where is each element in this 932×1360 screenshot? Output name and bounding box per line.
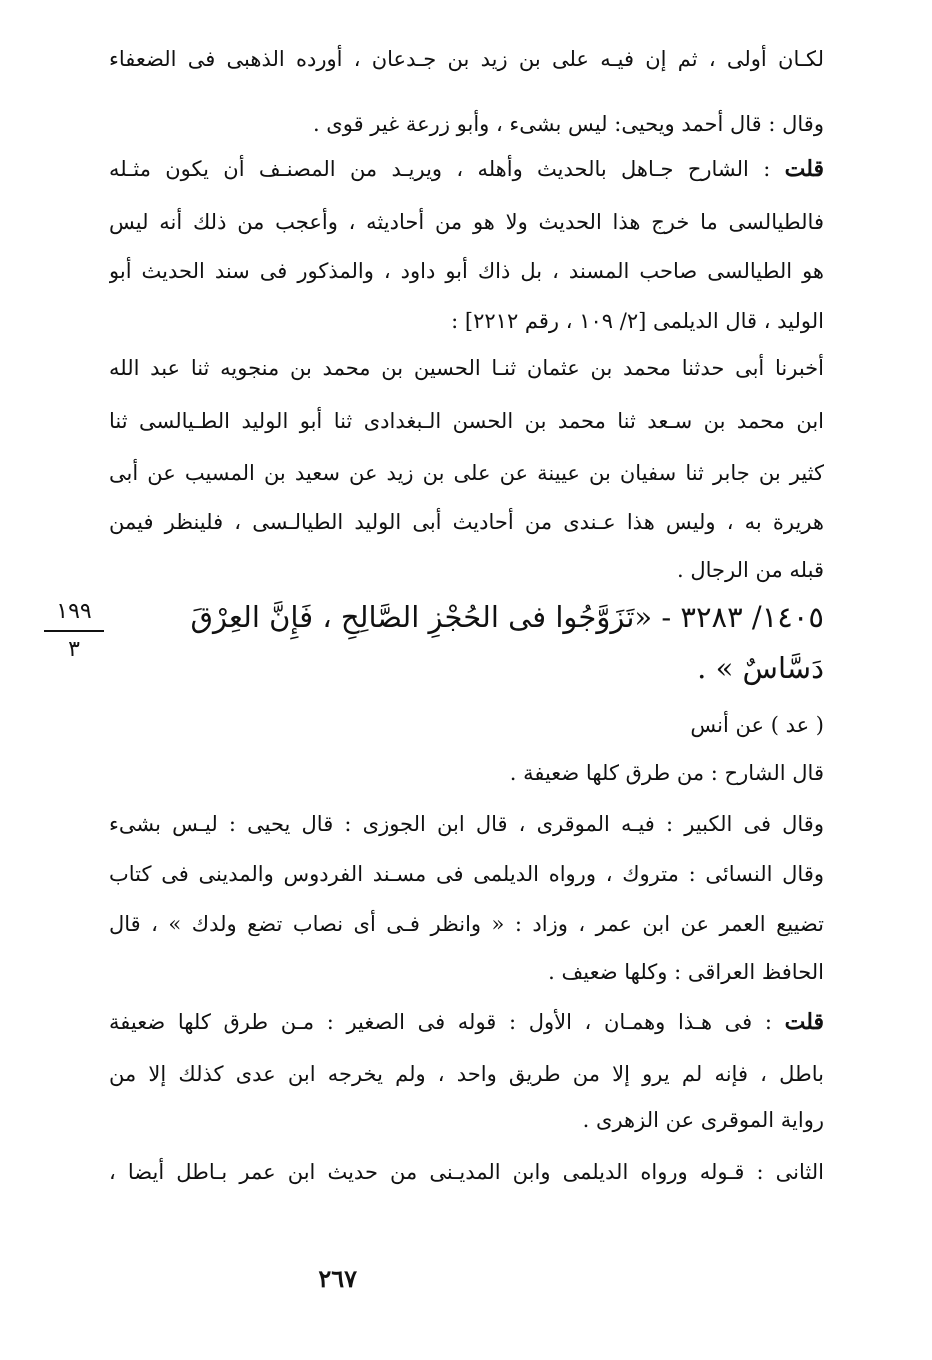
text-line: وقال النسائى : متروك ، ورواه الديلمى فى مسـند الفردوس والمدينى فى كتاب xyxy=(109,862,824,886)
text-line: ابن محمد بن سـعد ثنا محمد بن الحسن الـبغدادى ثنا أبو الوليد الطـيالسى ثنا xyxy=(109,409,824,433)
qultu-keyword: قلت xyxy=(784,156,824,182)
text-line: قال الشارح : من طرق كلها ضعيفة . xyxy=(509,761,824,785)
text-line: الوليد ، قال الديلمى [٢/ ١٠٩ ، رقم ٢٢١٢] : xyxy=(451,309,824,333)
text-line xyxy=(109,154,824,184)
page-number: ٢٦٧ xyxy=(318,1264,357,1293)
marginal-ref-rule xyxy=(44,630,104,632)
text-line: أخبرنا أبى حدثنا محمد بن عثمان ثنـا الحسين بن محمد بن منجويه ثنا عبد الله xyxy=(109,356,824,380)
text-line: تضييع العمر عن ابن عمر ، وزاد : « وانظر فـى أى نصاب تضع ولدك » ، قال xyxy=(109,912,824,936)
text-line: الحافظ العراقى : وكلها ضعيف . xyxy=(548,960,824,984)
text-line xyxy=(109,1007,824,1037)
text-line: وقال : قال أحمد ويحيى: ليس بشىء ، وأبو زرعة غير قوى . xyxy=(312,112,824,136)
qultu-keyword: قلت xyxy=(784,1009,824,1035)
text-line: لكـان أولى ، ثم إن فيـه على بن زيد بن جـدعان ، أورده الذهبى فى الضعفاء xyxy=(109,47,824,71)
text-line: هريرة به ، وليس هذا عـندى من أحاديث أبى الوليد الطيالـسى ، فلينظر فيمن xyxy=(109,510,824,534)
text-line: هو الطيالسى صاحب المسند ، بل ذاك أبو داود ، والمذكور فى سند الحديث أبو xyxy=(109,259,824,283)
hadith-text-line2: دَسَّاسٌ » . xyxy=(697,651,824,685)
marginal-ref-bottom: ٣ xyxy=(68,637,80,662)
text-line: باطل ، فإنه لم يرو إلا من طريق واحد ، ولم يخرجه ابن عدى كذلك إلا من xyxy=(109,1062,824,1086)
hadith-text-line1: ١٤٠٥/ ٣٢٨٣ - «تَزَوَّجُوا فى الحُجْزِ الصَّالِحِ ، فَإِنَّ العِرْقَ xyxy=(190,600,824,634)
text-line: كثير بن جابر ثنا سفيان بن عيينة عن على بن زيد عن سعيد بن المسيب عن أبى xyxy=(109,461,824,485)
text-line: قبله من الرجال . xyxy=(677,558,824,582)
text-line: وقال فى الكبير : فيـه الموقرى ، قال ابن الجوزى : قال يحيى : ليـس بشىء xyxy=(109,812,824,836)
text-line: فالطيالسى ما خرج هذا الحديث ولا هو من أحاديثه ، وأعجب من ذلك أنه ليس xyxy=(109,210,824,234)
hadith-source: ( عد ) عن أنس xyxy=(690,713,824,737)
marginal-ref-top: ١٩٩ xyxy=(56,599,92,624)
marginal-reference xyxy=(38,598,110,664)
text-line: رواية الموقرى عن الزهرى . xyxy=(582,1108,824,1132)
text-run: : فى هـذا وهمـان ، الأول : قوله فى الصغير : مـن طرق كلها ضعيفة xyxy=(109,1010,772,1034)
text-run: : الشارح جـاهل بالحديث وأهله ، ويريـد من المصنـف أن يكون مثـله xyxy=(109,157,771,181)
text-line: الثانى : قـوله ورواه الديلمى وابن المديـنى من حديث ابن عمر بـاطل أيضا ، xyxy=(109,1160,824,1184)
